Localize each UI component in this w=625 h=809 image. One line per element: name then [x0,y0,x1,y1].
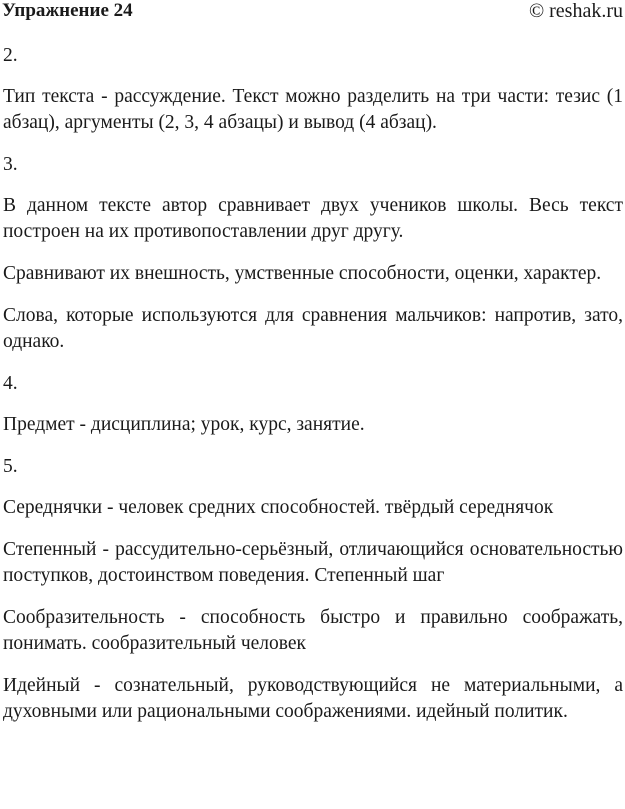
definition-ideyny: Идейный - сознательный, руководствующийся не материальными, а духовными или рациональными соображениями. идейный политик. [3,675,623,722]
definition-stepenny: Степенный - рассудительно-серьёзный, отличающийся основательностью поступков, достоинством поведения. Степенный шаг [3,539,623,586]
exercise-title: Упражнение 24 [2,0,133,21]
item-number-2: 2. [3,45,18,66]
definition-serednyachki: Середнячки - человек средних способностей. твёрдый середнячок [3,497,554,518]
source-watermark[interactable]: © reshak.ru [528,0,623,22]
page-header [0,0,625,26]
paragraph-comparison-words: Слова, которые используются для сравнения мальчиков: напротив, зато, однако. [3,305,623,352]
item-number-3: 3. [3,154,18,175]
item-number-4: 4. [3,373,18,394]
answer-content [3,43,623,741]
item-number-5: 5. [3,456,18,477]
paragraph-synonyms: Предмет - дисциплина; урок, курс, занятие. [3,414,365,435]
paragraph-comparison: В данном тексте автор сравнивает двух учеников школы. Весь текст построен на их противопоставлении друг другу. [3,195,623,242]
paragraph-text-type: Тип текста - рассуждение. Текст можно разделить на три части: тезис (1 абзац), аргументы (2, 3, 4 абзацы) и вывод (4 абзац). [3,86,623,133]
definition-soobrazitelnost: Сообразительность - способность быстро и правильно соображать, понимать. сообразительный человек [3,607,623,654]
paragraph-compared-traits: Сравнивают их внешность, умственные способности, оценки, характер. [3,263,602,284]
